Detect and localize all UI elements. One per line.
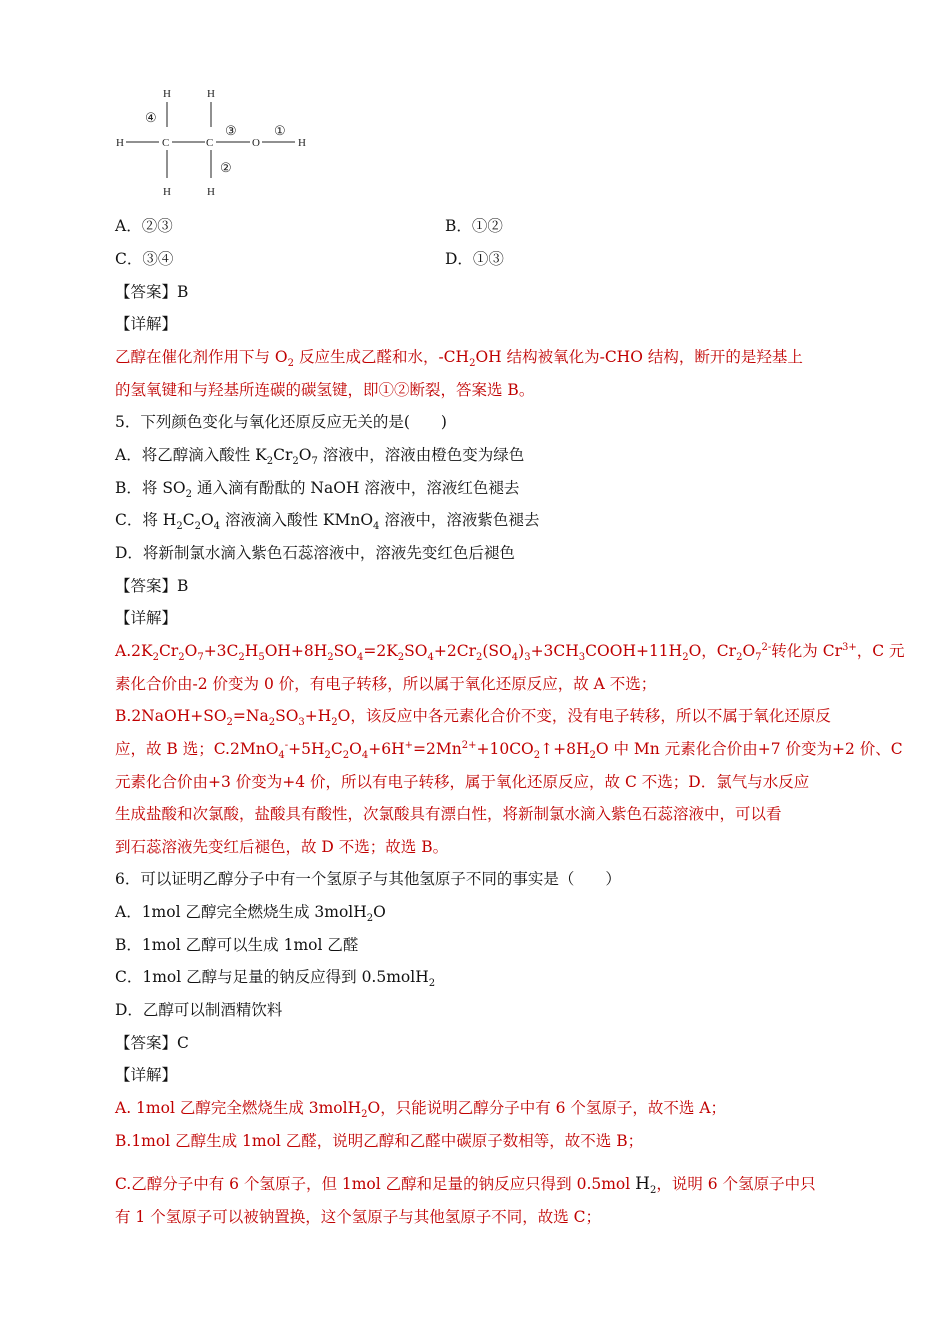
q4-option-a: A．②③ (115, 217, 173, 235)
q6-explanation-line-3: C.乙醇分子中有 6 个氢原子，但 1mol 乙醇和足量的钠反应只得到 0.5mol $H_2$，说明 6 个氢原子中只 (115, 1174, 816, 1197)
q4-option-c: C．③④ (115, 250, 174, 268)
q4-explanation-line-2: 的氢氧键和与羟基所连碳的碳氢键，即①②断裂，答案选 B。 (115, 381, 535, 399)
q5-option-b: B．将 $SO_2$ 通入滴有酚酞的 NaOH 溶液中，溶液红色褪去 (115, 479, 520, 501)
q6-stem: 6．可以证明乙醇分子中有一个氢原子与其他氢原子不同的事实是（ ） (115, 870, 621, 888)
bond-label-2: ② (220, 160, 232, 175)
bond-label-3: ③ (225, 123, 237, 138)
q5-explanation-line-1: $A.2K_2Cr_2O_7+3C_2H_5OH+8H_2SO_4=2K_2SO_4+2Cr_2(SO_4)_3+3CH_3COOH+11H_2O$，$Cr_2O_7^{2-}$转化为 $Cr^{3+}$，C 元 (115, 641, 905, 664)
q5-answer: 【答案】B (115, 577, 189, 595)
h-bottom-1: H (163, 186, 171, 198)
q6-option-d: D．乙醇可以制酒精饮料 (115, 1001, 283, 1019)
q4-answer: 【答案】B (115, 283, 189, 301)
q4-detail-heading: 【详解】 (115, 315, 178, 333)
q6-option-b: B．1mol 乙醇可以生成 1mol 乙醛 (115, 936, 359, 954)
q5-option-d: D．将新制氯水滴入紫色石蕊溶液中，溶液先变红色后褪色 (115, 544, 515, 562)
h-left: H (116, 137, 124, 149)
q5-explanation-line-5: 元素化合价由+3 价变为+4 价，所以有电子转移，属于氧化还原反应，故 C 不选；D．氯气与水反应 (115, 773, 810, 791)
q5-explanation-line-7: 到石蕊溶液先变红后褪色，故 D 不选；故选 B。 (115, 838, 449, 856)
h-top-1: H (163, 88, 171, 100)
h-right: H (298, 137, 306, 149)
q6-option-a: A．1mol 乙醇完全燃烧生成 3molH$_2$O (115, 903, 386, 925)
bond-label-1: ① (274, 123, 286, 138)
q6-explanation-line-1: A. 1mol 乙醇完全燃烧生成 3molH$_2$O，只能说明乙醇分子中有 6 个氢原子，故不选 A； (115, 1099, 727, 1121)
oxygen: O (252, 137, 260, 149)
q5-explanation-line-4: 应，故 B 选；$C.2MnO_4^-+5H_2C_2O_4+6H^+=2Mn^{2+}+10CO_2↑+8H_2O$ 中 Mn 元素化合价由+7 价变为+2 价、C (115, 739, 903, 762)
q4-option-b: B．①② (445, 217, 503, 235)
q4-option-d: D．①③ (445, 250, 504, 268)
carbon-1: C (162, 137, 170, 149)
carbon-2: C (206, 137, 214, 149)
q6-answer: 【答案】C (115, 1034, 189, 1052)
q6-option-c: C．1mol 乙醇与足量的钠反应得到 0.5molH$_2$ (115, 968, 436, 990)
q6-detail-heading: 【详解】 (115, 1066, 178, 1084)
q5-option-a: A．将乙醇滴入酸性 $K_2Cr_2O_7$ 溶液中，溶液由橙色变为绿色 (115, 446, 525, 468)
q4-explanation-line-1: 乙醇在催化剂作用下与 $O_2$ 反应生成乙醛和水，$-CH_2OH$ 结构被氧化为-CHO 结构，断开的是羟基上 (115, 348, 803, 370)
q6-explanation-line-4: 有 1 个氢原子可以被钠置换，这个氢原子与其他氢原子不同，故选 C； (115, 1208, 602, 1226)
q5-option-c: C．将 $H_2C_2O_4$ 溶液滴入酸性 KMnO$_4$ 溶液中，溶液紫色褪去 (115, 511, 540, 533)
ethanol-structure-diagram (112, 84, 322, 202)
q5-stem: 5．下列颜色变化与氧化还原反应无关的是( ) (115, 413, 447, 431)
q5-detail-heading: 【详解】 (115, 609, 178, 627)
h-bottom-2: H (207, 186, 215, 198)
bond-label-4: ④ (145, 110, 157, 125)
q5-explanation-line-3: $B.2NaOH+SO_2=Na_2SO_3+H_2O$，该反应中各元素化合价不变，没有电子转移，所以不属于氧化还原反 (115, 707, 831, 729)
q6-explanation-line-2: B.1mol 乙醇生成 1mol 乙醛，说明乙醇和乙醛中碳原子数相等，故不选 B； (115, 1132, 644, 1150)
q5-explanation-line-2: 素化合价由-2 价变为 0 价，有电子转移，所以属于氧化还原反应，故 A 不选； (115, 675, 657, 693)
q5-explanation-line-6: 生成盐酸和次氯酸，盐酸具有酸性，次氯酸具有漂白性，将新制氯水滴入紫色石蕊溶液中，可以看 (115, 805, 782, 823)
h-top-2: H (207, 88, 215, 100)
